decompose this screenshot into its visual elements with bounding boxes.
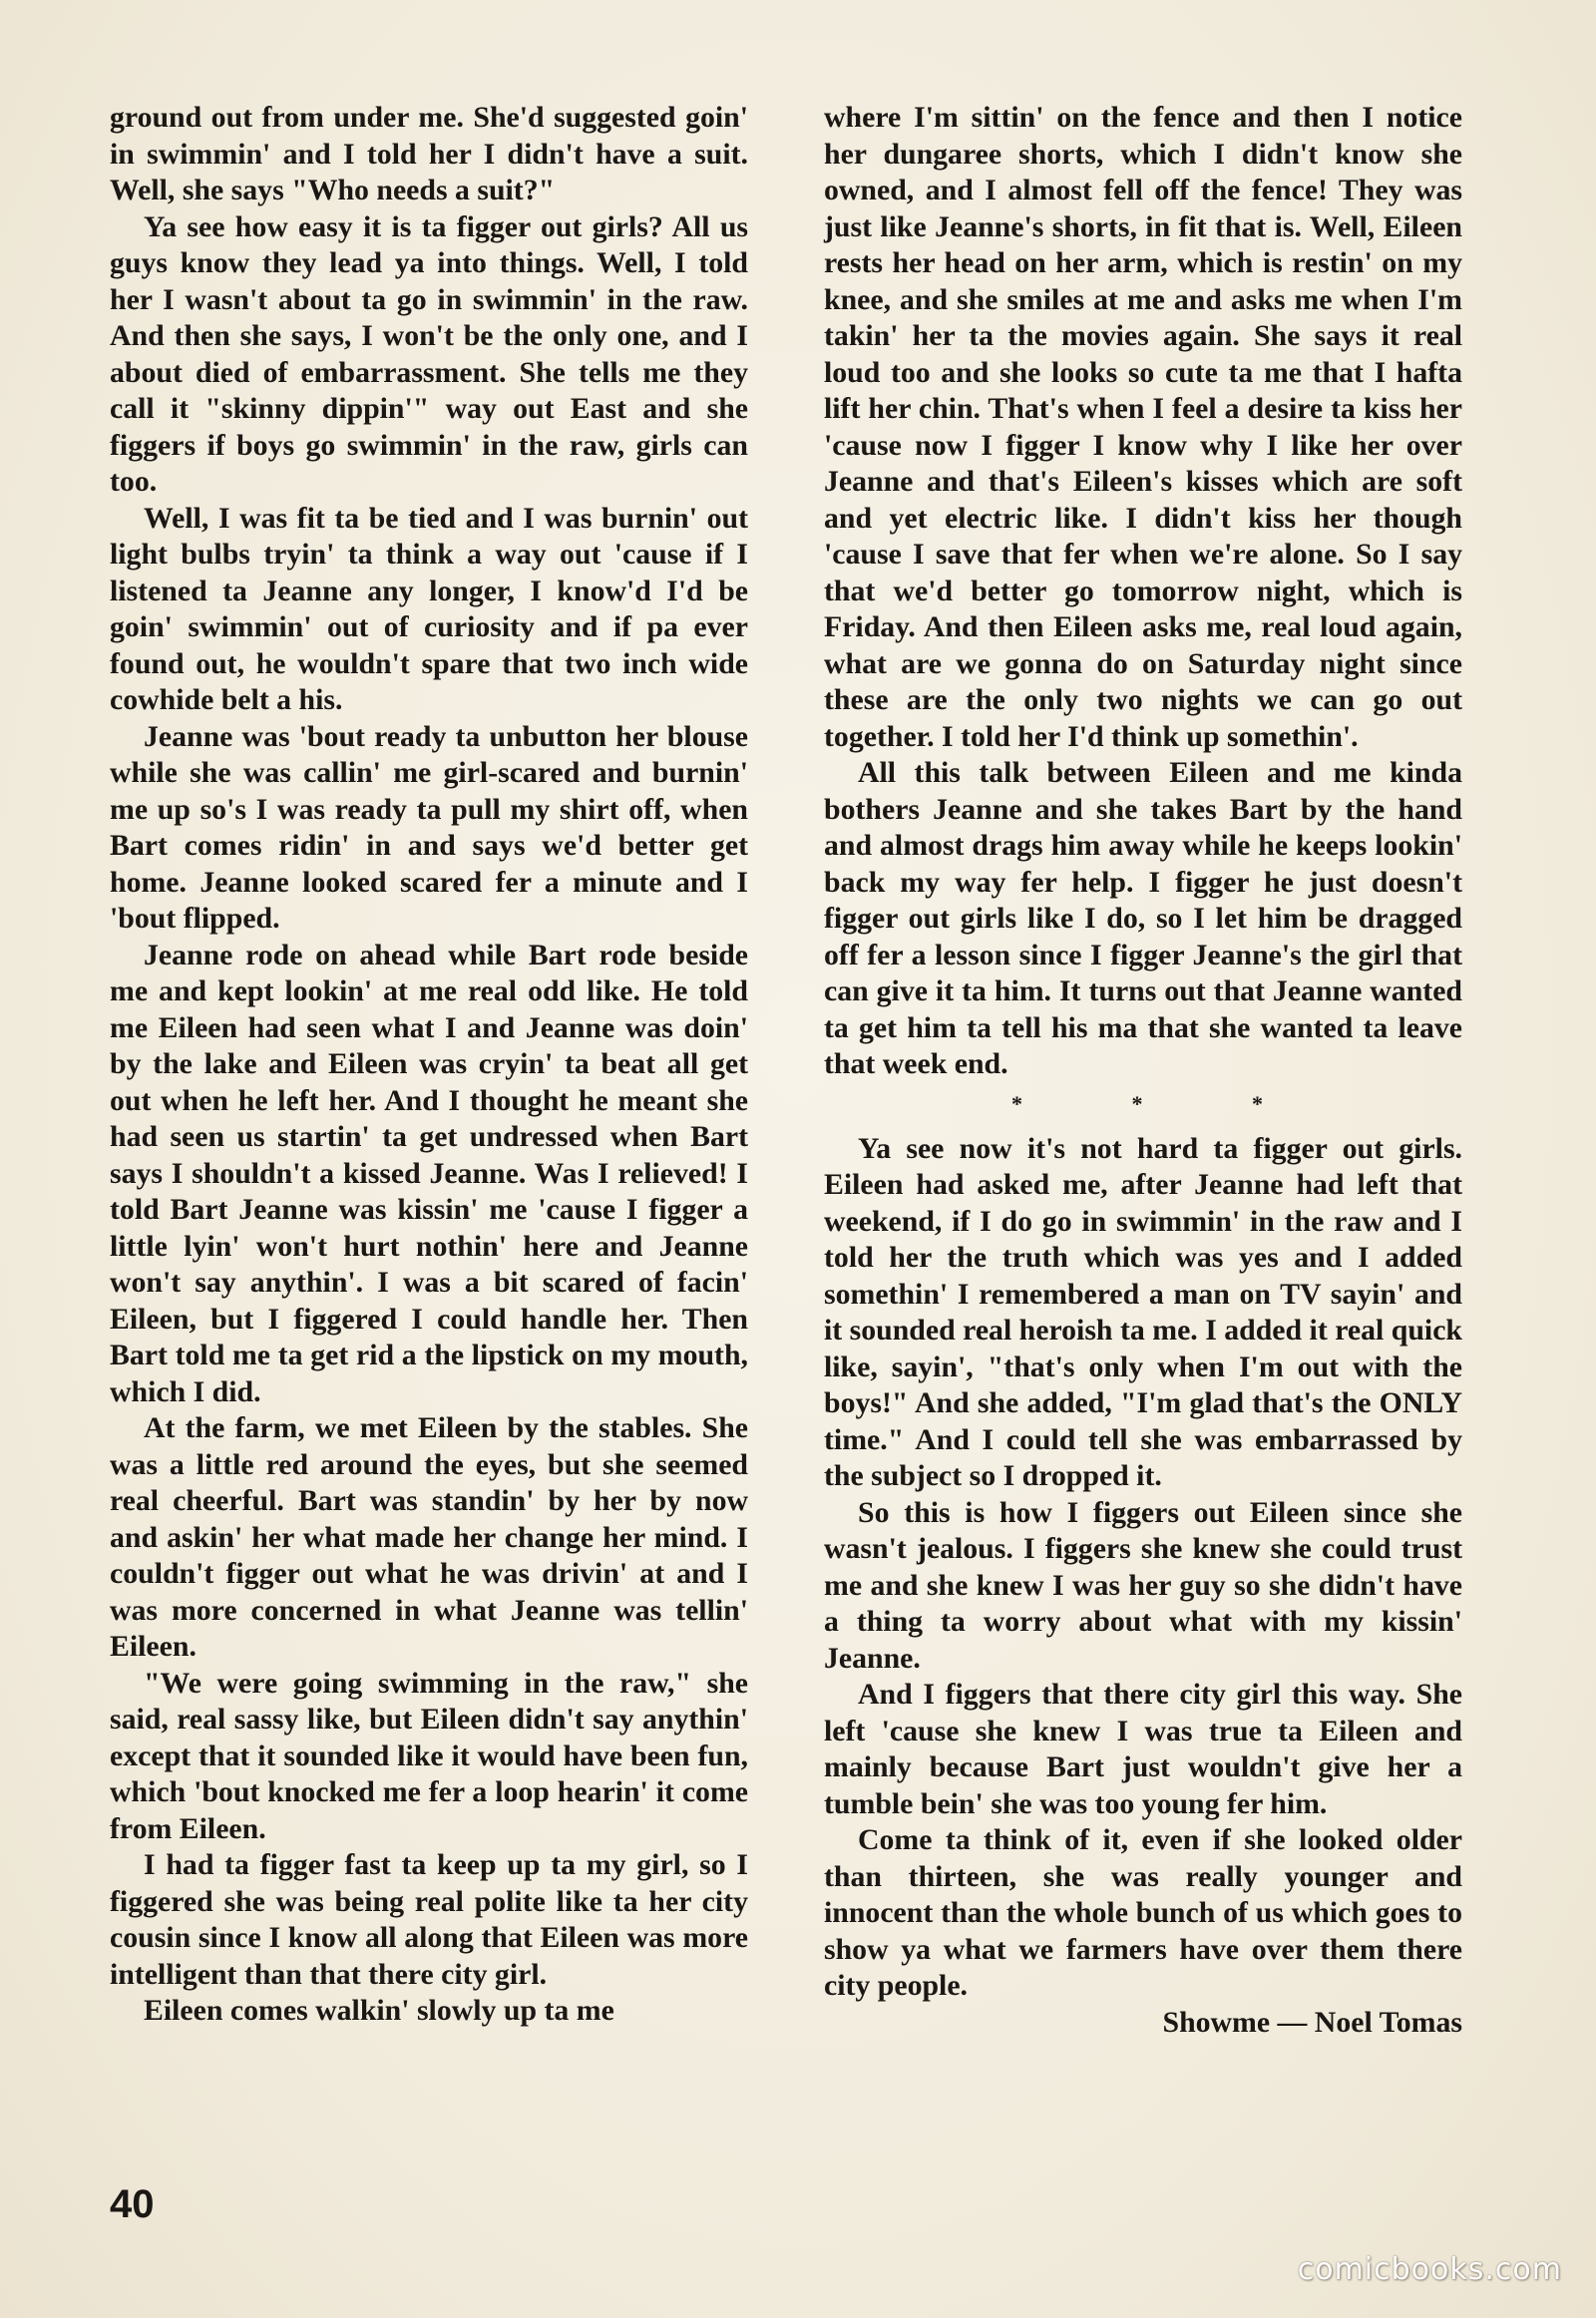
paragraph: Ya see now it's not hard ta figger out girls. Eileen had asked me, after Jeanne had left that weekend, if I do go in swimmin' in the raw and I told her the truth which was yes and I added somethin' I remembered a man on TV sayin' and it sounded real heroish ta me. I added it real quick like, sayin', "that's only when I'm out with the boys!" And she added, "I'm glad that's the ONLY time." And I could tell she was embarrassed by the subject so I dropped it. (824, 1131, 1462, 1492)
right-column (824, 100, 1462, 2041)
paragraph: Well, I was fit ta be tied and I was burnin' out light bulbs tryin' ta think a way out 'cause if I listened ta Jeanne any longer, I know'd I'd be goin' swimmin' out of curiosity and if pa ever found out, he wouldn't spare that two inch wide cowhide belt a his. (110, 501, 748, 716)
paragraph: Ya see how easy it is ta figger out girls? All us guys know they lead ya into things. Well, I told her I wasn't about ta go in swimmin' in the raw. And then she says, I won't be the only one, and I about died of embarrassment. She tells me they call it "skinny dippin'" way out East and she figgers if boys go swimmin' in the raw, girls can too. (110, 209, 748, 498)
watermark-text: comicbooks.com (1297, 2252, 1562, 2287)
paragraph: Eileen comes walkin' slowly up ta me (144, 1994, 614, 2027)
paragraph: So this is how I figgers out Eileen since she wasn't jealous. I figgers she knew she could trust me and she knew I was her guy so she didn't have a thing ta worry about what with my kissin' Jeanne. (824, 1495, 1462, 1675)
section-break: * * * (1011, 1090, 1315, 1116)
paragraph: And I figgers that there city girl this way. She left 'cause she knew I was true ta Eileen and mainly because Bart just wouldn't give her a tumble bein' she was too young fer him. (824, 1678, 1462, 1820)
paragraph: where I'm sittin' on the fence and then I notice her dungaree shorts, which I didn't know she owned, and I almost fell off the fence! They was just like Jeanne's shorts, in fit that is. Well, Eileen rests her head on her arm, which is restin' on my knee, and she smiles at me and asks me when I'm takin' her ta the movies again. She says it real loud too and she looks so cute ta me that I hafta lift her chin. That's when I feel a desire ta kiss her 'cause now I figger I know why I like her over Jeanne and that's Eileen's kisses which are soft and yet electric like. I didn't kiss her though 'cause I save that fer when we're alone. So I say that we'd better go tomorrow night, which is Friday. And then Eileen asks me, real loud again, what are we gonna do on Saturday night since these are the only two nights we can go out together. I told her I'd think up somethin'. (824, 101, 1462, 753)
paragraph: Come ta think of it, even if she looked older than thirteen, she was really younger and innocent than the whole bunch of us which goes to show ya what we farmers have over them there city people. (824, 1823, 1462, 2002)
author-byline: Showme — Noel Tomas (1162, 2005, 1462, 2039)
paragraph: "We were going swimming in the raw," she said, real sassy like, but Eileen didn't say anythin' except that it sounded like it would have been fun, which 'bout knocked me fer a loop hearin' it come from Eileen. (110, 1666, 748, 1845)
left-column (110, 100, 748, 2030)
paragraph: All this talk between Eileen and me kinda bothers Jeanne and she takes Bart by the hand and almost drags him away while he keeps lookin' back my way fer help. I figger he just doesn't figger out girls like I do, so I let him be dragged off fer a lesson since I figger Jeanne's the girl that can give it ta him. It turns out that Jeanne wanted ta get him ta tell his ma that she wanted ta leave that week end. (824, 756, 1462, 1080)
paragraph: Jeanne was 'bout ready ta unbutton her blouse while she was callin' me girl-scared and burnin' me up so's I was ready ta pull my shirt off, when Bart comes ridin' in and says we'd better get home. Jeanne looked scared fer a minute and I 'bout flipped. (110, 719, 748, 935)
paragraph: I had ta figger fast ta keep up ta my girl, so I figgered she was being real polite like ta her city cousin since I know all along that Eileen was more intelligent than that there city girl. (110, 1848, 748, 1991)
page-number: 40 (110, 2182, 155, 2226)
paragraph: At the farm, we met Eileen by the stables. She was a little red around the eyes, but she seemed real cheerful. Bart was standin' by her by now and askin' her what made her change her mind. I couldn't figger out what he was drivin' at and I was more concerned in what Jeanne was tellin' Eileen. (110, 1411, 748, 1663)
paragraph: Jeanne rode on ahead while Bart rode beside me and kept lookin' at me real odd like. He told me Eileen had seen what I and Jeanne was doin' by the lake and Eileen was cryin' ta beat all get out when he left her. And I thought he meant she had seen us startin' ta get undressed when Bart says I shouldn't a kissed Jeanne. Was I relieved! I told Bart Jeanne was kissin' me 'cause I figger a little lyin' won't hurt nothin' here and Jeanne won't say anythin'. I was a bit scared of facin' Eileen, but I figgered I could handle her. Then Bart told me ta get rid a the lipstick on my mouth, which I did. (110, 938, 748, 1408)
paragraph: ground out from under me. She'd suggested goin' in swimmin' and I told her I didn't have a suit. Well, she says "Who needs a suit?" (110, 101, 748, 206)
